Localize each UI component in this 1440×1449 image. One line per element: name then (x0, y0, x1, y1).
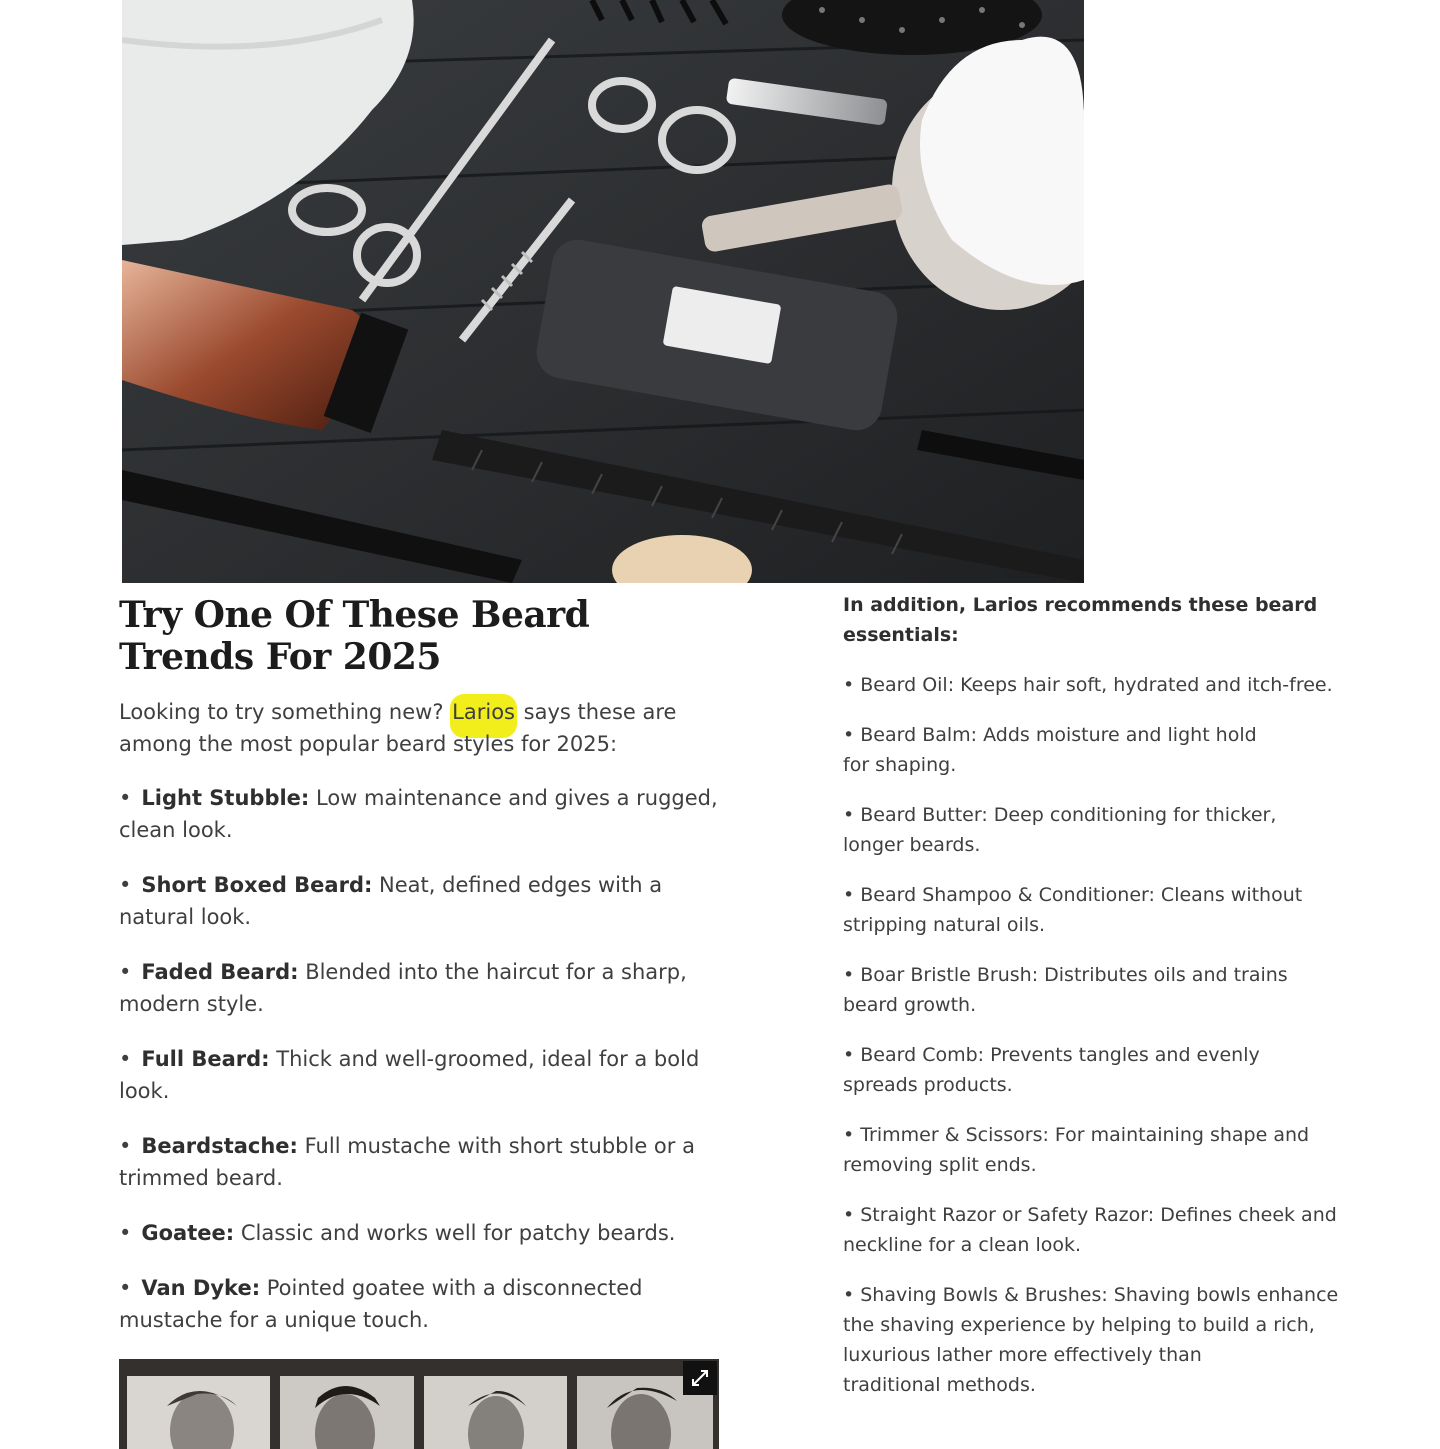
list-item: • Beard Balm: Adds moisture and light hold for shaping. (843, 724, 1257, 776)
trend-name: Faded Beard: (141, 960, 299, 984)
portrait-image (280, 1376, 414, 1449)
trend-name: Beardstache: (141, 1134, 298, 1158)
list-item: • Beard Comb: Prevents tangles and evenly spreads products. (843, 1044, 1260, 1096)
trend-name: Full Beard: (141, 1047, 270, 1071)
highlighted-name: Larios (450, 694, 517, 738)
list-item (119, 869, 729, 933)
trend-desc: Low maintenance and gives a rugged, clean look. (119, 786, 718, 842)
list-item (119, 782, 729, 846)
gallery-thumbnail[interactable] (424, 1376, 567, 1449)
expand-icon (691, 1369, 709, 1387)
portrait-image (127, 1376, 270, 1449)
bullet: • (119, 1134, 132, 1158)
trend-desc: Thick and well-groomed, ideal for a bold look. (119, 1047, 700, 1103)
intro-text-after: says these are among the most popular beard styles for 2025: (119, 700, 677, 756)
article-right-column (843, 590, 1383, 1420)
trend-name: Light Stubble: (141, 786, 310, 810)
list-item: • Shaving Bowls & Brushes: Shaving bowls enhance the shaving experience by helping to build a rich, luxurious lather more effectively than traditional methods. (843, 1284, 1339, 1396)
list-item (119, 1272, 729, 1336)
list-item: • Boar Bristle Brush: Distributes oils and trains beard growth. (843, 964, 1288, 1016)
portrait-image (424, 1376, 567, 1449)
article-left-column (119, 594, 729, 1359)
trend-desc: Pointed goatee with a disconnected mustache for a unique touch. (119, 1276, 643, 1332)
list-item: • Beard Butter: Deep conditioning for thicker, longer beards. (843, 804, 1277, 856)
expand-button[interactable] (683, 1361, 717, 1395)
trend-desc: Classic and works well for patchy beards. (234, 1221, 676, 1245)
trend-name: Goatee: (141, 1221, 235, 1245)
intro-text-before: Looking to try something new? (119, 700, 451, 724)
trend-name: Van Dyke: (141, 1276, 261, 1300)
trend-desc: Full mustache with short stubble or a trimmed beard. (119, 1134, 695, 1190)
barber-tools-illustration (122, 0, 1084, 583)
list-item: • Beard Oil: Keeps hair soft, hydrated and itch-free. (843, 674, 1333, 696)
hero-image (122, 0, 1084, 583)
bullet: • (119, 873, 132, 897)
bullet: • (119, 786, 132, 810)
list-item (119, 1130, 729, 1194)
list-item (119, 956, 729, 1020)
list-item (119, 1043, 729, 1107)
essentials-list (843, 670, 1383, 1400)
trend-desc: Blended into the haircut for a sharp, modern style. (119, 960, 687, 1016)
beard-trends-list (119, 782, 729, 1336)
bullet: • (119, 1047, 132, 1071)
list-item: • Straight Razor or Safety Razor: Defines cheek and neckline for a clean look. (843, 1204, 1337, 1256)
trend-name: Short Boxed Beard: (141, 873, 373, 897)
list-item: • Trimmer & Scissors: For maintaining shape and removing split ends. (843, 1124, 1310, 1176)
bullet: • (119, 960, 132, 984)
bullet: • (119, 1276, 132, 1300)
article-title: Try One Of These Beard Trends For 2025 (119, 594, 590, 678)
list-item (119, 1217, 729, 1249)
list-item: • Beard Shampoo & Conditioner: Cleans without stripping natural oils. (843, 884, 1303, 936)
bullet: • (119, 1221, 132, 1245)
beard-styles-gallery[interactable] (119, 1359, 719, 1449)
article-intro (119, 696, 729, 760)
gallery-thumbnail[interactable] (127, 1376, 270, 1449)
gallery-thumbnail[interactable] (280, 1376, 414, 1449)
essentials-heading: In addition, Larios recommends these beard essentials: (843, 594, 1318, 646)
trend-desc: Neat, defined edges with a natural look. (119, 873, 663, 929)
